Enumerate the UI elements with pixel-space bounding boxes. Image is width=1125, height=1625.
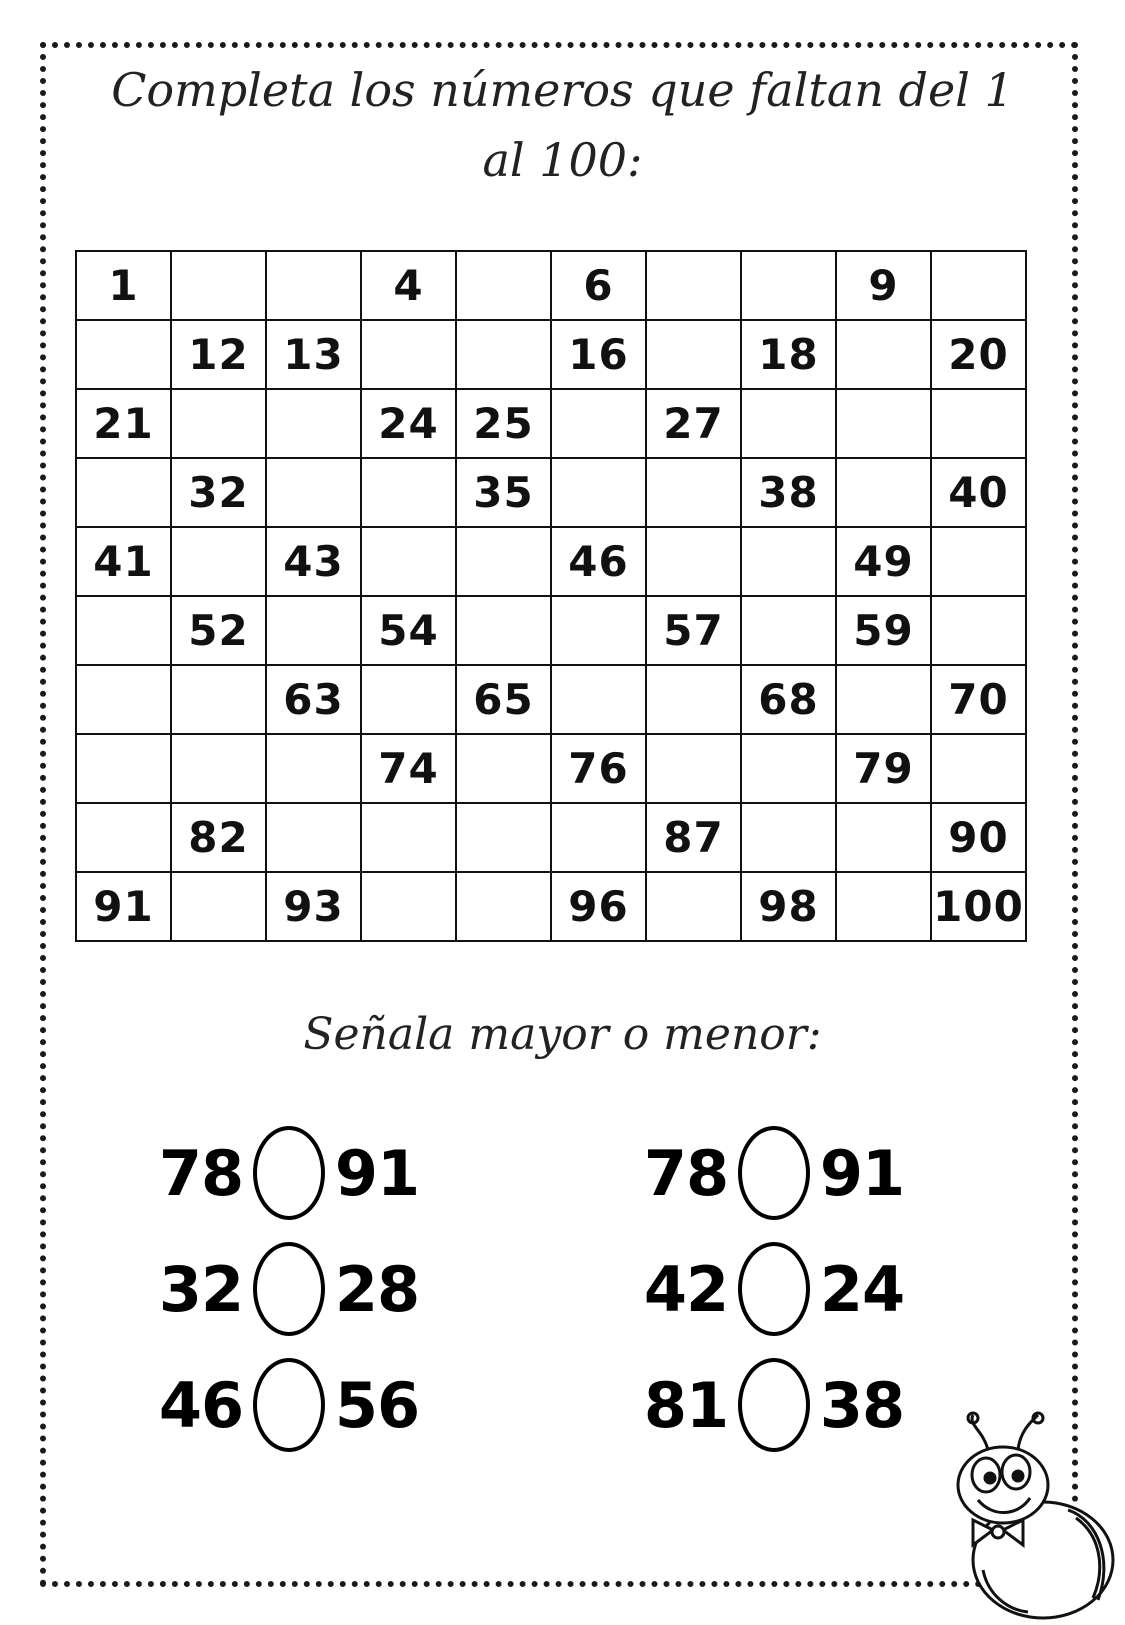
grid-cell-blank[interactable] xyxy=(836,872,931,941)
grid-cell-blank[interactable] xyxy=(551,389,646,458)
grid-cell-blank[interactable] xyxy=(456,803,551,872)
grid-cell-filled: 96 xyxy=(551,872,646,941)
grid-cell-blank[interactable] xyxy=(646,527,741,596)
grid-cell-blank[interactable] xyxy=(741,803,836,872)
grid-cell-blank[interactable] xyxy=(171,872,266,941)
worksheet-title xyxy=(60,55,1065,195)
answer-oval[interactable] xyxy=(738,1358,810,1452)
grid-cell-blank[interactable] xyxy=(741,527,836,596)
grid-cell-blank[interactable] xyxy=(76,320,171,389)
grid-cell-blank[interactable] xyxy=(76,734,171,803)
grid-cell-blank[interactable] xyxy=(266,596,361,665)
grid-cell-blank[interactable] xyxy=(361,527,456,596)
comparison-left-number: 46 xyxy=(158,1368,244,1442)
title-line-2: al 100: xyxy=(482,133,643,187)
grid-cell-blank[interactable] xyxy=(456,872,551,941)
answer-oval[interactable] xyxy=(738,1126,810,1220)
answer-oval[interactable] xyxy=(253,1242,325,1336)
grid-row xyxy=(76,665,1026,734)
comparison-left-number: 32 xyxy=(158,1252,244,1326)
grid-cell-filled: 38 xyxy=(741,458,836,527)
grid-cell-filled: 93 xyxy=(266,872,361,941)
grid-cell-blank[interactable] xyxy=(456,596,551,665)
ladybug-bow-tie-icon xyxy=(948,1410,1118,1620)
comparison-right-number: 91 xyxy=(334,1136,420,1210)
comparison-row xyxy=(155,1347,423,1463)
comparison-row xyxy=(640,1231,908,1347)
grid-cell-blank[interactable] xyxy=(76,458,171,527)
grid-cell-filled: 52 xyxy=(171,596,266,665)
grid-row xyxy=(76,320,1026,389)
grid-cell-filled: 9 xyxy=(836,251,931,320)
grid-cell-blank[interactable] xyxy=(456,527,551,596)
hundred-chart xyxy=(75,250,1027,942)
grid-cell-blank[interactable] xyxy=(171,665,266,734)
grid-cell-blank[interactable] xyxy=(741,596,836,665)
grid-cell-blank[interactable] xyxy=(741,251,836,320)
grid-cell-blank[interactable] xyxy=(836,803,931,872)
grid-cell-blank[interactable] xyxy=(171,527,266,596)
comparison-row xyxy=(155,1231,423,1347)
grid-cell-blank[interactable] xyxy=(836,389,931,458)
comparison-column-left xyxy=(155,1115,423,1463)
grid-row xyxy=(76,596,1026,665)
grid-cell-blank[interactable] xyxy=(361,803,456,872)
grid-cell-filled: 32 xyxy=(171,458,266,527)
comparison-row xyxy=(640,1347,908,1463)
grid-cell-blank[interactable] xyxy=(361,458,456,527)
grid-cell-filled: 79 xyxy=(836,734,931,803)
grid-cell-filled: 21 xyxy=(76,389,171,458)
grid-cell-blank[interactable] xyxy=(646,320,741,389)
answer-oval[interactable] xyxy=(738,1242,810,1336)
comparison-left-number: 78 xyxy=(158,1136,244,1210)
grid-cell-blank[interactable] xyxy=(741,734,836,803)
grid-cell-blank[interactable] xyxy=(646,872,741,941)
grid-cell-blank[interactable] xyxy=(646,458,741,527)
grid-cell-filled: 59 xyxy=(836,596,931,665)
grid-cell-blank[interactable] xyxy=(836,320,931,389)
grid-cell-filled: 90 xyxy=(931,803,1026,872)
grid-cell-blank[interactable] xyxy=(931,527,1026,596)
grid-cell-filled: 49 xyxy=(836,527,931,596)
grid-row xyxy=(76,389,1026,458)
comparison-row xyxy=(155,1115,423,1231)
grid-cell-filled: 46 xyxy=(551,527,646,596)
grid-cell-blank[interactable] xyxy=(76,665,171,734)
comparison-left-number: 81 xyxy=(643,1368,729,1442)
grid-cell-filled: 25 xyxy=(456,389,551,458)
grid-cell-filled: 91 xyxy=(76,872,171,941)
grid-cell-filled: 70 xyxy=(931,665,1026,734)
grid-cell-blank[interactable] xyxy=(741,389,836,458)
grid-cell-blank[interactable] xyxy=(456,251,551,320)
comparison-right-number: 56 xyxy=(334,1368,420,1442)
grid-cell-blank[interactable] xyxy=(266,458,361,527)
grid-cell-filled: 65 xyxy=(456,665,551,734)
grid-cell-filled: 1 xyxy=(76,251,171,320)
grid-cell-filled: 35 xyxy=(456,458,551,527)
grid-cell-blank[interactable] xyxy=(551,458,646,527)
grid-cell-filled: 82 xyxy=(171,803,266,872)
grid-cell-blank[interactable] xyxy=(266,251,361,320)
grid-cell-filled: 6 xyxy=(551,251,646,320)
grid-cell-blank[interactable] xyxy=(931,251,1026,320)
grid-row xyxy=(76,458,1026,527)
answer-oval[interactable] xyxy=(253,1358,325,1452)
grid-cell-blank[interactable] xyxy=(266,389,361,458)
grid-cell-blank[interactable] xyxy=(646,665,741,734)
comparison-left-number: 42 xyxy=(643,1252,729,1326)
grid-cell-blank[interactable] xyxy=(551,803,646,872)
grid-cell-filled: 87 xyxy=(646,803,741,872)
grid-cell-filled: 41 xyxy=(76,527,171,596)
comparison-right-number: 91 xyxy=(819,1136,905,1210)
grid-cell-blank[interactable] xyxy=(361,320,456,389)
grid-cell-filled: 27 xyxy=(646,389,741,458)
grid-cell-blank[interactable] xyxy=(836,665,931,734)
grid-cell-filled: 40 xyxy=(931,458,1026,527)
comparison-column-right xyxy=(640,1115,908,1463)
number-grid xyxy=(75,250,1027,942)
grid-cell-filled: 57 xyxy=(646,596,741,665)
grid-cell-filled: 63 xyxy=(266,665,361,734)
grid-cell-blank[interactable] xyxy=(76,596,171,665)
grid-row xyxy=(76,872,1026,941)
grid-cell-filled: 100 xyxy=(931,872,1026,941)
grid-cell-blank[interactable] xyxy=(646,734,741,803)
grid-cell-blank[interactable] xyxy=(931,734,1026,803)
comparison-right-number: 24 xyxy=(819,1252,905,1326)
grid-row xyxy=(76,527,1026,596)
grid-cell-filled: 54 xyxy=(361,596,456,665)
grid-cell-filled: 76 xyxy=(551,734,646,803)
title-line-1: Completa los números que faltan del 1 xyxy=(111,63,1014,117)
grid-cell-blank[interactable] xyxy=(456,734,551,803)
grid-cell-filled: 20 xyxy=(931,320,1026,389)
grid-cell-filled: 43 xyxy=(266,527,361,596)
grid-cell-blank[interactable] xyxy=(266,803,361,872)
grid-cell-blank[interactable] xyxy=(551,596,646,665)
comparison-right-number: 28 xyxy=(334,1252,420,1326)
grid-row xyxy=(76,251,1026,320)
grid-cell-blank[interactable] xyxy=(931,596,1026,665)
grid-cell-blank[interactable] xyxy=(646,251,741,320)
grid-cell-blank[interactable] xyxy=(171,251,266,320)
answer-oval[interactable] xyxy=(253,1126,325,1220)
grid-cell-blank[interactable] xyxy=(266,734,361,803)
comparison-right-number: 38 xyxy=(819,1368,905,1442)
grid-cell-filled: 16 xyxy=(551,320,646,389)
grid-row xyxy=(76,734,1026,803)
grid-cell-filled: 12 xyxy=(171,320,266,389)
grid-cell-filled: 13 xyxy=(266,320,361,389)
grid-cell-blank[interactable] xyxy=(456,320,551,389)
grid-cell-blank[interactable] xyxy=(361,872,456,941)
grid-cell-blank[interactable] xyxy=(931,389,1026,458)
grid-cell-filled: 74 xyxy=(361,734,456,803)
grid-cell-blank[interactable] xyxy=(361,665,456,734)
comparison-row xyxy=(640,1115,908,1231)
grid-cell-blank[interactable] xyxy=(76,803,171,872)
comparison-left-number: 78 xyxy=(643,1136,729,1210)
grid-cell-filled: 68 xyxy=(741,665,836,734)
grid-cell-filled: 18 xyxy=(741,320,836,389)
grid-row xyxy=(76,803,1026,872)
grid-cell-blank[interactable] xyxy=(836,458,931,527)
grid-cell-filled: 4 xyxy=(361,251,456,320)
section-subtitle: Señala mayor o menor: xyxy=(303,1009,822,1060)
grid-cell-blank[interactable] xyxy=(171,734,266,803)
grid-cell-filled: 24 xyxy=(361,389,456,458)
grid-cell-blank[interactable] xyxy=(551,665,646,734)
grid-cell-filled: 98 xyxy=(741,872,836,941)
grid-cell-blank[interactable] xyxy=(171,389,266,458)
